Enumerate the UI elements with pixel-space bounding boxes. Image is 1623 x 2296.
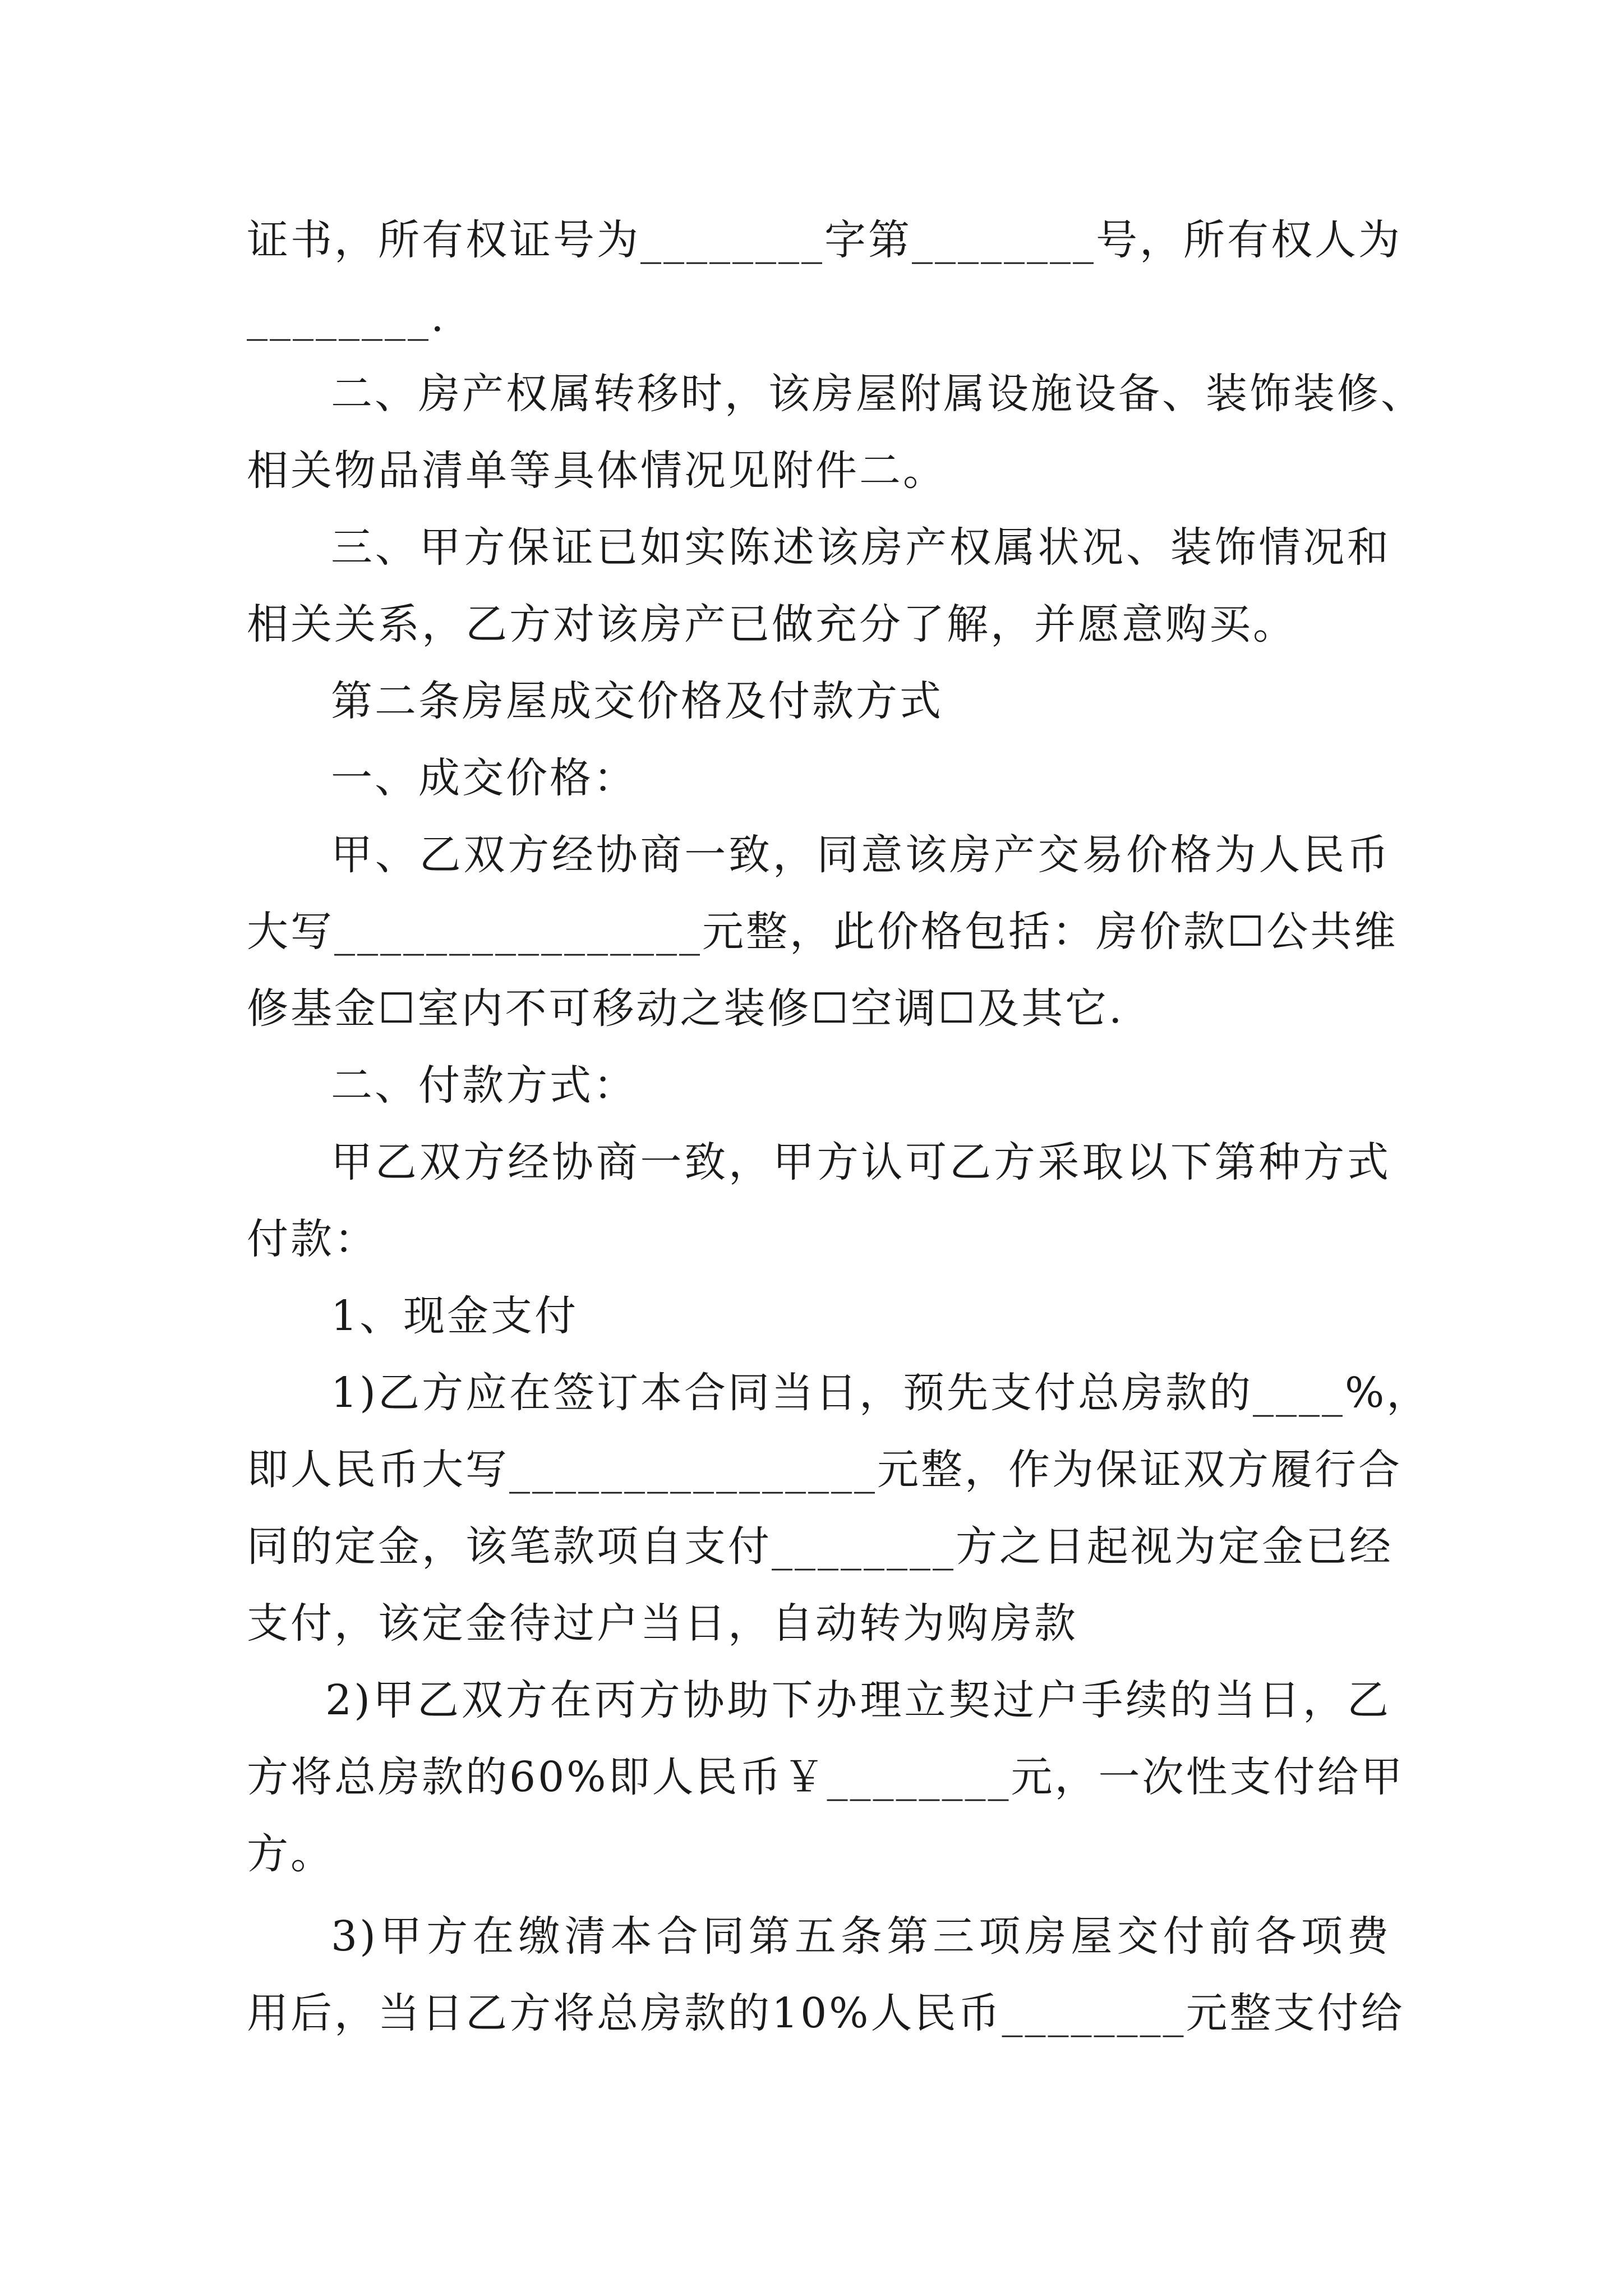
text-line: 甲、乙双方经协商一致，同意该房产交易价格为人民币 xyxy=(331,831,1391,879)
text-line: 甲乙双方经协商一致，甲方认可乙方采取以下第种方式 xyxy=(331,1138,1391,1186)
text-line: 即人民币大写________________元整，作为保证双方履行合 xyxy=(247,1446,1402,1494)
text-line: 三、甲方保证已如实陈述该房产权属状况、装饰情况和 xyxy=(331,523,1391,572)
text-line: 方将总房款的60%即人民币￥________元，一次性支付给甲 xyxy=(247,1753,1405,1801)
text-line: 二、房产权属转移时，该房屋附属设施设备、装饰装修、 xyxy=(331,370,1424,418)
text-line: 2)甲乙双方在丙方协助下办理立契过户手续的当日，乙 xyxy=(325,1676,1391,1724)
sub-heading: 二、付款方式： xyxy=(331,1061,637,1110)
document-body xyxy=(247,202,1431,2052)
sub-heading: 一、成交价格： xyxy=(331,754,637,802)
text-line: 同的定金，该笔款项自支付________方之日起视为定金已经 xyxy=(247,1522,1393,1571)
text-line: 相关物品清单等具体情况见附件二。 xyxy=(247,447,947,495)
text-line: 用后，当日乙方将总房款的10%人民币________元整支付给 xyxy=(247,1989,1405,2037)
section-heading: 第二条房屋成交价格及付款方式 xyxy=(331,677,943,725)
text-line: 付款： xyxy=(247,1215,378,1263)
text-line: 1)乙方应在签订本合同当日，预先支付总房款的____%， xyxy=(331,1369,1431,1417)
text-line: ________. xyxy=(247,293,446,341)
text-line: 3)甲方在缴清本合同第五条第三项房屋交付前各项费 xyxy=(331,1912,1391,1961)
text-line: 修基金☐室内不可移动之装修☐空调☐及其它. xyxy=(247,984,1124,1033)
text-line: 大写________________元整，此价格包括：房价款☐公共维 xyxy=(247,908,1398,956)
list-heading: 1、现金支付 xyxy=(331,1292,579,1340)
text-line: 方。 xyxy=(247,1830,334,1878)
text-line: 支付，该定金待过户当日，自动转为购房款 xyxy=(247,1599,1078,1648)
text-line: 证书，所有权证号为________字第________号，所有权人为 xyxy=(247,216,1402,264)
text-line: 相关关系，乙方对该房产已做充分了解，并愿意购买。 xyxy=(247,600,1297,648)
